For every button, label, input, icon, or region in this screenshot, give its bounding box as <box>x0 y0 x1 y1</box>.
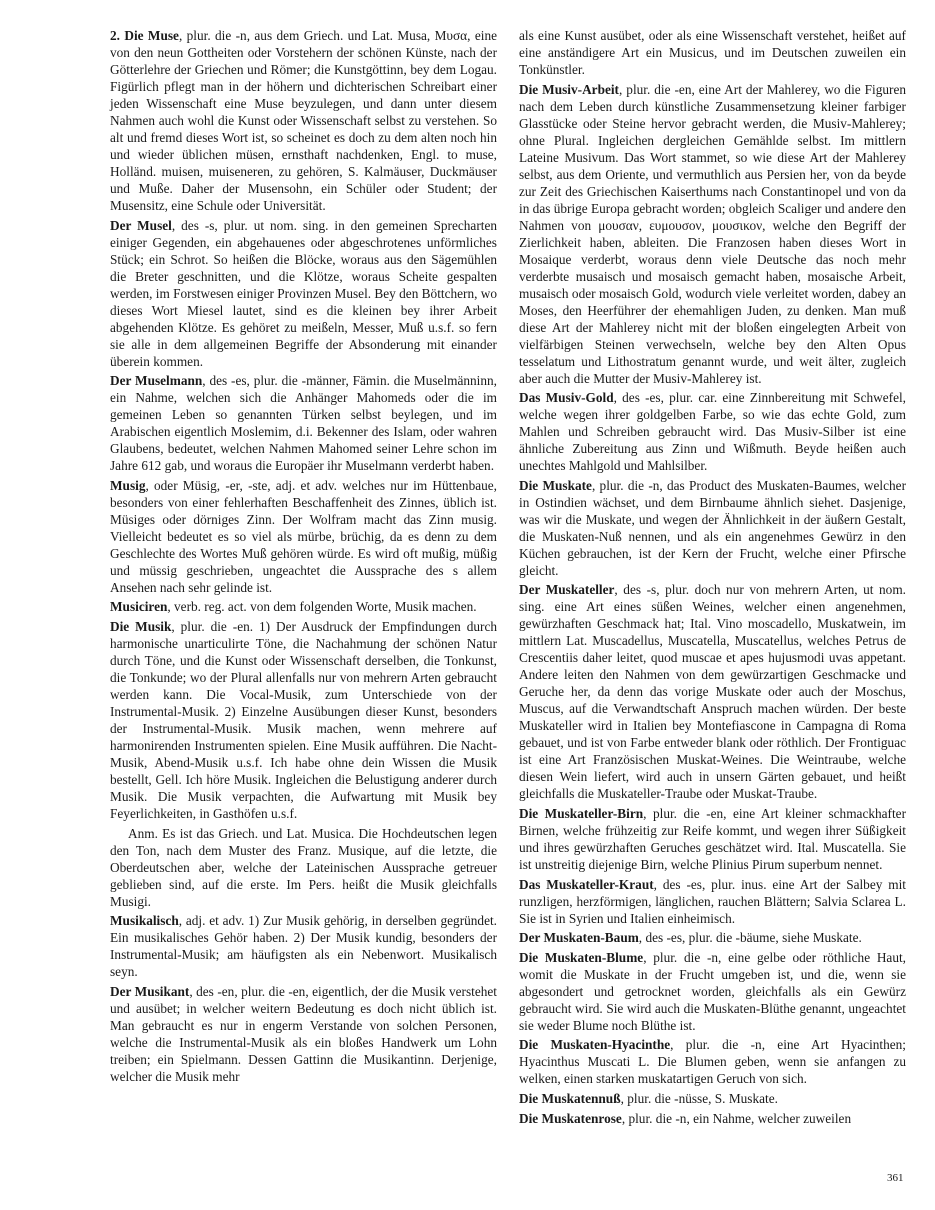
entry-text: , des -es, plur. die -männer, Fämin. die Muselmänninn, ein Nahme, welchen sich die Anhänger Mahomeds oder die im gemeinen Leben so genannten Türken selbst beylegen, und im Arabischen eigentlich Moslemim, d.i. Bekenner des Islam, oder wahren Glaubens, bedeutet, welchen Nahmen Mahomed seiner Lehre schon im Jahre 612 gab, und woraus die Europäer ihr Muselmann verderbt haben. <box>110 373 497 474</box>
dictionary-entry <box>519 389 906 474</box>
entry-text: , des -s, plur. doch nur von mehrern Arten, ut nom. sing. eine Art eines süßen Weines, welcher einen angenehmen, gewürzhaften Geschmack hat; Ital. Vino moscadello, Muskatwein, im mittlern Lat. Muscadellus, Muscatella, Muscatellus, welches Petrus de Crescentiis daher leitet, quod muscae et apes hujusmodi uvas appetant. Andere leiten den Nahmen von dem gewürzartigen Geschmacke und Geruche her, da denn das vorige Muskate oder auch der Moschus, Muscus, auf die Verwandtschaft Anspruch machen würden. Der beste Muskateller wird in Italien bey Montefiascone in Campagna di Roma gebauet, und ist von Farbe entweder blank oder röthlich. Der Frontiguac ist eine Art Französischen Muskat-Weines. Die Weintraube, welche diesen Wein liefert, wird auch in unsern Gärten gebauet, und heißt gleichfalls die Muskateller-Traube oder Muskat-Traube. <box>519 582 906 802</box>
entry-text: , plur. die -en, eine Art kleiner schmackhafter Birnen, welche frühzeitig zur Reife kommt, und wegen ihrer Süßigkeit und ihres gewürzhaften Geruches geschätzet wird. Ital. Muscatella. Sie ist unstreitig diejenige Birn, welche Plinius Pirum superbum nennet. <box>519 805 906 872</box>
entry-text: , plur. die -en. 1) Der Ausdruck der Empfindungen durch harmonische unarticulirte Töne, die Nachahmung der schönen Natur durch Töne, und die Kunst oder Wissenschaft derselben, die Tonkunst, die Tonkunde; wo der Plural allenfalls nur von mehrern Arten gebraucht werden kann. Die Vocal-Musik, zum Unterschiede von der Instrumental-Musik. 2) Einzelne Ausübungen dieser Kunst, besonders der Instrumental-Musik. Musik machen, wenn mehrere auf harmonirenden Instrumenten spielen. Eine Musik aufführen. Die Nacht-Musik, Abend-Musik u.s.f. Ich habe ohne dein Wissen die Musik bestellt, Gell. Ich höre Musik. Ingleichen die Belustigung anderer durch Musik. Die Musik verpachten, die Aufwartung mit Musik bey Feyerlichkeiten, in Gasthöfen u.s.f. <box>110 618 497 821</box>
entry-headword: Die Musik <box>110 618 172 634</box>
entry-text: als eine Kunst ausübet, oder als eine Wissenschaft verstehet, heißet auf eine anständigere Art ein Musicus, und im Deutschen zuweilen ein Tonkünstler. <box>519 28 906 77</box>
entry-text: , plur. die -n, das Product des Muskaten-Baumes, welcher in Ostindien wächset, und dem Birnbaume ähnlich siehet. Dasjenige, was wir die Muskate, und wegen der Ähnlichkeit in der äußern Gestalt, die Muskaten-Nuß nennen, und als ein angenehmes Gewürz in den Küchen gebrauchen, ist der Kern der Frucht, welche einer Pfirsche gleicht. <box>519 477 906 578</box>
entry-text: , plur. die -nüsse, S. Muskate. <box>620 1090 778 1106</box>
entry-headword: Das Musiv-Gold <box>519 390 614 406</box>
entry-headword: Musikalisch <box>110 913 179 929</box>
entry-text: , verb. reg. act. von dem folgenden Worte, Musik machen. <box>167 599 477 615</box>
dictionary-entry <box>519 1110 906 1127</box>
dictionary-entry <box>110 217 497 370</box>
entry-headword: Der Muselmann <box>110 373 203 389</box>
dictionary-entry <box>519 581 906 802</box>
entry-text: , plur. die -n, ein Nahme, welcher zuweilen <box>621 1110 852 1126</box>
entry-headword: Musig <box>110 477 146 493</box>
dictionary-entry <box>110 598 497 615</box>
right-column <box>519 27 906 1129</box>
entry-text: , des -es, plur. inus. eine Art der Salbey mit runzligen, herzförmigen, länglichen, rauchen Blättern; Salvia Sclarea L. Sie ist in Syrien und Italien einheimisch. <box>519 876 906 926</box>
page-number: 361 <box>887 1172 904 1184</box>
dictionary-entry <box>110 983 497 1085</box>
entry-headword: Der Muskaten-Baum <box>519 930 639 946</box>
entry-text: , adj. et adv. 1) Zur Musik gehörig, in derselben gegründet. Ein musikalisches Gehör haben. 2) Der Musik kundig, besonders der Instrumental-Musik; am häufigsten als ein Nebenwort. Musikalisch seyn. <box>110 913 497 980</box>
dictionary-entry <box>110 27 497 214</box>
dictionary-entry <box>110 825 497 910</box>
entry-text: , plur. die -n, eine Art Hyacinthen; Hyacinthus Muscati L. Die Blumen geben, wenn sie anfangen zu welken, einen starken muskatartigen Geruch von sich. <box>519 1037 907 1087</box>
dictionary-entry <box>519 805 906 873</box>
dictionary-entry <box>519 876 906 927</box>
entry-headword: Die Muskateller-Birn <box>519 805 644 821</box>
dictionary-entry <box>110 618 497 822</box>
entry-headword: Die Musiv-Arbeit <box>519 81 619 97</box>
entry-text: , plur. die -en, eine Art der Mahlerey, wo die Figuren nach dem Leben durch künstliche Zusammensetzung kleiner farbiger Glasstücke oder Steine hervor gebracht werden, die Musiv-Mahlerey; ohne Plural. Ingleichen dergleichen Gemählde selbst. Im mittlern Lateine Musivum. Das Wort stammet, so wie diese Art der Mahlerey selbst, aus dem Oriente, und vermuthlich aus Persien her, von da beyde zur Zeit des Griechischen Kaiserthums nach Constantinopel und von da in das übrige Europa gebracht worden; obgleich Scaliger und andere den Nahmen von μουσαν, ευμουσον, μουσικον, welche den Begriff der Zierlichkeit haben, ableiten. Die Franzosen haben dieses Wort in Mosaique verderbt, woraus denn viele Deutsche das noch mehr verderbte musaisch und mosaisch gemacht haben, mosaische Arbeit, musaisch oder mosaisch Gold, wodurch viele verleitet worden, dabey an Moses, den Heerführer der ehemahligen Juden, zu denken. Man muß diese Art der Mahlerey nicht mit der bloßen eingelegten Arbeit von vielfärbigen Steinen verwechseln, welche bey den Alten Opus tesselatum und Lithostratum genannt wurde, und weit älter, zugleich aber auch die Mutter der Musiv-Mahlerey ist. <box>519 81 906 386</box>
entry-headword: Musiciren <box>110 599 168 615</box>
entry-text: , des -es, plur. car. eine Zinnbereitung mit Schwefel, welche wegen ihrer goldgelben Farbe, so wie das echte Gold, zum Mahlen und Schreiben gebraucht wird. Das Musiv-Silber ist eine ähnliche Zubereitung aus Zinn und Wißmuth. Beyde heißen auch unechtes Mahlgold und Mahlsilber. <box>519 390 906 474</box>
entry-headword: 2. Die Muse <box>110 28 179 43</box>
entry-headword: Die Muskaten-Blume <box>519 949 644 965</box>
entry-headword: Die Muskatennuß <box>519 1090 621 1106</box>
entry-text: , plur. die -n, eine gelbe oder röthliche Haut, womit die Muskate in der Frucht umgeben ist, und die, wenn sie abgesondert und getrocknet worden, gleichfalls als ein Gewürz gebraucht wird. Sie wird auch die Muskaten-Blüthe genannt, ungeachtet sie weder Blume noch Blüthe ist. <box>519 949 906 1033</box>
entry-text: , des -es, plur. die -bäume, siehe Muskate. <box>638 930 862 946</box>
entry-headword: Das Muskateller-Kraut <box>519 876 654 892</box>
dictionary-entry <box>519 81 906 387</box>
dictionary-entry <box>519 929 906 946</box>
dictionary-entry <box>519 1036 906 1087</box>
dictionary-entry <box>110 912 497 980</box>
entry-headword: Der Musel <box>110 217 172 233</box>
dictionary-entry <box>110 372 497 474</box>
entry-text: , des -en, plur. die -en, eigentlich, der die Musik verstehet und ausübet; in welcher weitern Bedeutung es doch nicht üblich ist. Man gebraucht es nur in engerm Verstande von solchen Personen, welche die Instrumental-Musik als ein bloßes Handwerk um Lohn treiben; ein Spielmann. Dessen Gattinn die Musikantinn. Derjenige, welcher die Musik mehr <box>110 983 497 1084</box>
dictionary-entry <box>519 949 906 1034</box>
entry-headword: Die Muskaten-Hyacinthe <box>519 1037 671 1053</box>
entry-text: , des -s, plur. ut nom. sing. in den gemeinen Sprecharten einiger Gegenden, ein abgehauenes oder abgeschrotenes unförmliches Stück; ein Schrot. So heißen die Blöcke, woraus aus den Sägemühlen die Breter geschnitten, und die Klötze, woraus Scheite gespalten werden, im Forstwesen einiger Provinzen Musel. Bey den Böttchern, wo dieses Wort Miesel lautet, sind es die kleinen bey ihrer Arbeit abgehenden Klötze. Es gehöret zu meißeln, Messer, Muß u.s.f. so fern sie alle in dem allgemeinen Begriffe der Absonderung mit einander überein kommen. <box>110 217 498 369</box>
left-column <box>110 27 497 1087</box>
entry-headword: Der Musikant <box>110 983 190 999</box>
dictionary-entry <box>519 477 906 579</box>
entry-headword: Die Muskatenrose <box>519 1110 622 1126</box>
entry-headword: Die Muskate <box>519 477 592 493</box>
dictionary-entry <box>519 27 906 78</box>
entry-text: Anm. Es ist das Griech. und Lat. Musica. Die Hochdeutschen legen den Ton, nach dem Muster des Franz. Musique, auf die letzte, die Oberdeutschen aber, welche der Lateinischen Aussprache getreuer geblieben sind, auf die erste. Im Pers. heißt die Musik gleichfalls Musigi. <box>110 825 497 909</box>
entry-headword: Der Muskateller <box>519 582 615 598</box>
entry-text: , oder Müsig, -er, -ste, adj. et adv. welches nur im Hüttenbaue, besonders von einer fehlerhaften Beschaffenheit des Zinnes, üblich ist. Müsiges oder dörniges Zinn. Der Wolfram macht das Zinn musig. Vielleicht bedeutet es so viel als mürbe, brüchig, da es denn zu dem Geschlechte des Wortes Muß gehören würde. Es wird oft mußig, müßig und müssig geschrieben, ungeachtet die Aussprache des s allem Ansehen nach sehr gelinde ist. <box>110 477 497 595</box>
entry-text: , plur. die -n, aus dem Griech. und Lat. Musa, Μυσα, eine von den neun Gottheiten oder Vorstehern der schönen Künste, nach der Götterlehre der Griechen und Römer; die Kunstgöttinn, bey dem Logau. Figürlich pflegt man in der höhern und dichterischen Schreibart einer jeden Wissenschaft eine Muse beyzulegen, und dann unter diesem Nahmen auch wohl die Kunst oder Wissenschaft selbst zu verstehen. So alt und fremd dieses Wort ist, so scheinet es doch zu dem alten noch hin und wieder üblichen müsen, ernsthaft nachdenken, Engl. to muse, Holländ. muisen, muiseneren, zu gehören, S. Kalmäuser, Duckmäuser und Muße. Daher der Musensohn, ein Schüler oder Student; der Musensitz, eine Schule oder Universität. <box>110 28 497 213</box>
dictionary-entry <box>110 477 497 596</box>
dictionary-entry <box>519 1090 906 1107</box>
